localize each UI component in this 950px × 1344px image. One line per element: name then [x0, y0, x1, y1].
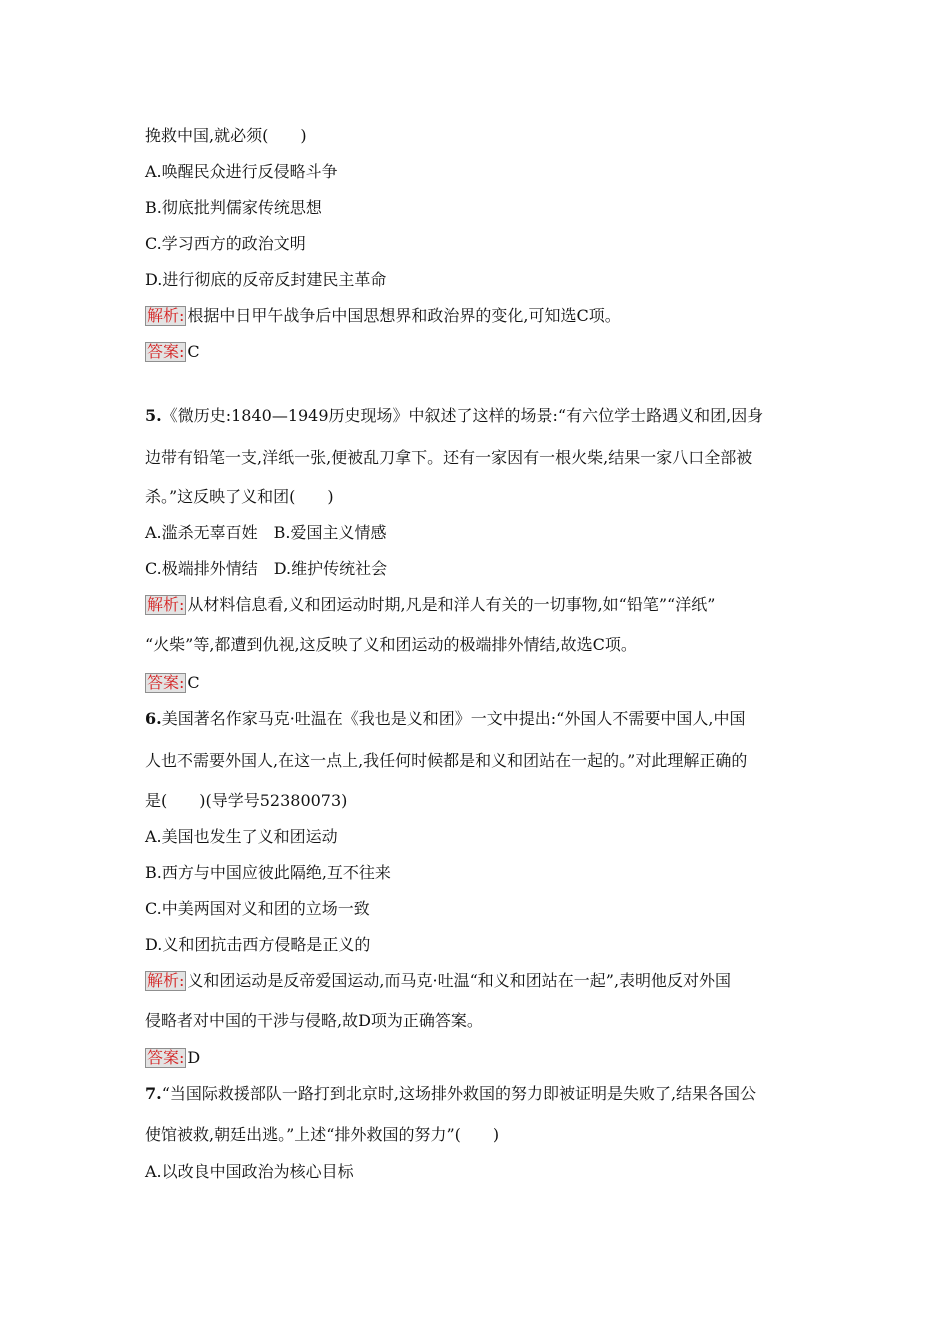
q5-answer	[145, 672, 820, 694]
q6-option-c: C.中美两国对义和团的立场一致	[145, 899, 370, 918]
answer-label: 答案:	[147, 673, 185, 692]
q5-stem-text-1: 《微历史:1840—1949历史现场》中叙述了这样的场景:“有六位学士路遇义和团,因身	[161, 406, 764, 425]
analysis-label: 解析:	[147, 306, 185, 325]
answer-label: 答案:	[147, 1048, 185, 1067]
q4-answer	[145, 341, 820, 363]
q6-stem-line-2: 人也不需要外国人,在这一点上,我任何时候都是和义和团站在一起的。”对此理解正确的	[145, 751, 748, 770]
q6-stem-line-1	[145, 708, 820, 730]
q5-number: 5.	[145, 406, 162, 425]
q6-option-d: D.义和团抗击西方侵略是正义的	[145, 935, 371, 954]
q4-analysis	[145, 305, 820, 327]
q4-option-a: A.唤醒民众进行反侵略斗争	[145, 162, 338, 181]
q7-stem-text-1: “当国际救援部队一路打到北京时,这场排外救国的努力即被证明是失败了,结果各国公	[161, 1084, 757, 1103]
q5-answer-value: C	[187, 673, 200, 692]
q6-analysis	[145, 970, 820, 992]
q5-analysis	[145, 594, 820, 616]
q4-analysis-text: 根据中日甲午战争后中国思想界和政治界的变化,可知选C项。	[187, 306, 621, 325]
analysis-label: 解析:	[147, 971, 185, 990]
q4-option-d: D.进行彻底的反帝反封建民主革命	[145, 270, 387, 289]
q7-stem-line-1	[145, 1083, 820, 1105]
q5-stem-line-3: 杀。”这反映了义和团( )	[145, 487, 334, 506]
q4-option-c: C.学习西方的政治文明	[145, 234, 306, 253]
q6-stem-line-3: 是( )(导学号52380073)	[145, 791, 348, 810]
q5-stem-line-2: 边带有铅笔一支,洋纸一张,便被乱刀拿下。还有一家因有一根火柴,结果一家八口全部被	[145, 448, 753, 467]
q6-stem-text-1: 美国著名作家马克·吐温在《我也是义和团》一文中提出:“外国人不需要中国人,中国	[161, 709, 746, 728]
q7-stem-line-2: 使馆被救,朝廷出逃。”上述“排外救国的努力”( )	[145, 1125, 500, 1144]
q5-analysis-text-1: 从材料信息看,义和团运动时期,凡是和洋人有关的一切事物,如“铅笔”“洋纸”	[187, 595, 716, 614]
q7-option-a: A.以改良中国政治为核心目标	[145, 1162, 354, 1181]
q6-analysis-text-1: 义和团运动是反帝爱国运动,而马克·吐温“和义和团站在一起”,表明他反对外国	[187, 971, 732, 990]
q6-number: 6.	[145, 709, 162, 728]
q6-answer	[145, 1047, 820, 1069]
q5-stem-line-1	[145, 405, 820, 427]
q4-stem: 挽救中国,就必须( )	[145, 126, 307, 145]
q4-option-b: B.彻底批判儒家传统思想	[145, 198, 322, 217]
answer-label: 答案:	[147, 342, 185, 361]
q5-analysis-line-2: “火柴”等,都遭到仇视,这反映了义和团运动的极端排外情结,故选C项。	[145, 635, 637, 654]
q5-options-ab: A.滥杀无辜百姓 B.爱国主义情感	[145, 523, 387, 542]
analysis-label: 解析:	[147, 595, 185, 614]
q5-options-cd: C.极端排外情结 D.维护传统社会	[145, 559, 388, 578]
q7-number: 7.	[145, 1084, 162, 1103]
q6-analysis-line-2: 侵略者对中国的干涉与侵略,故D项为正确答案。	[145, 1011, 483, 1030]
q6-answer-value: D	[187, 1048, 201, 1067]
q4-answer-value: C	[187, 342, 200, 361]
q6-option-a: A.美国也发生了义和团运动	[145, 827, 338, 846]
q6-option-b: B.西方与中国应彼此隔绝,互不往来	[145, 863, 391, 882]
